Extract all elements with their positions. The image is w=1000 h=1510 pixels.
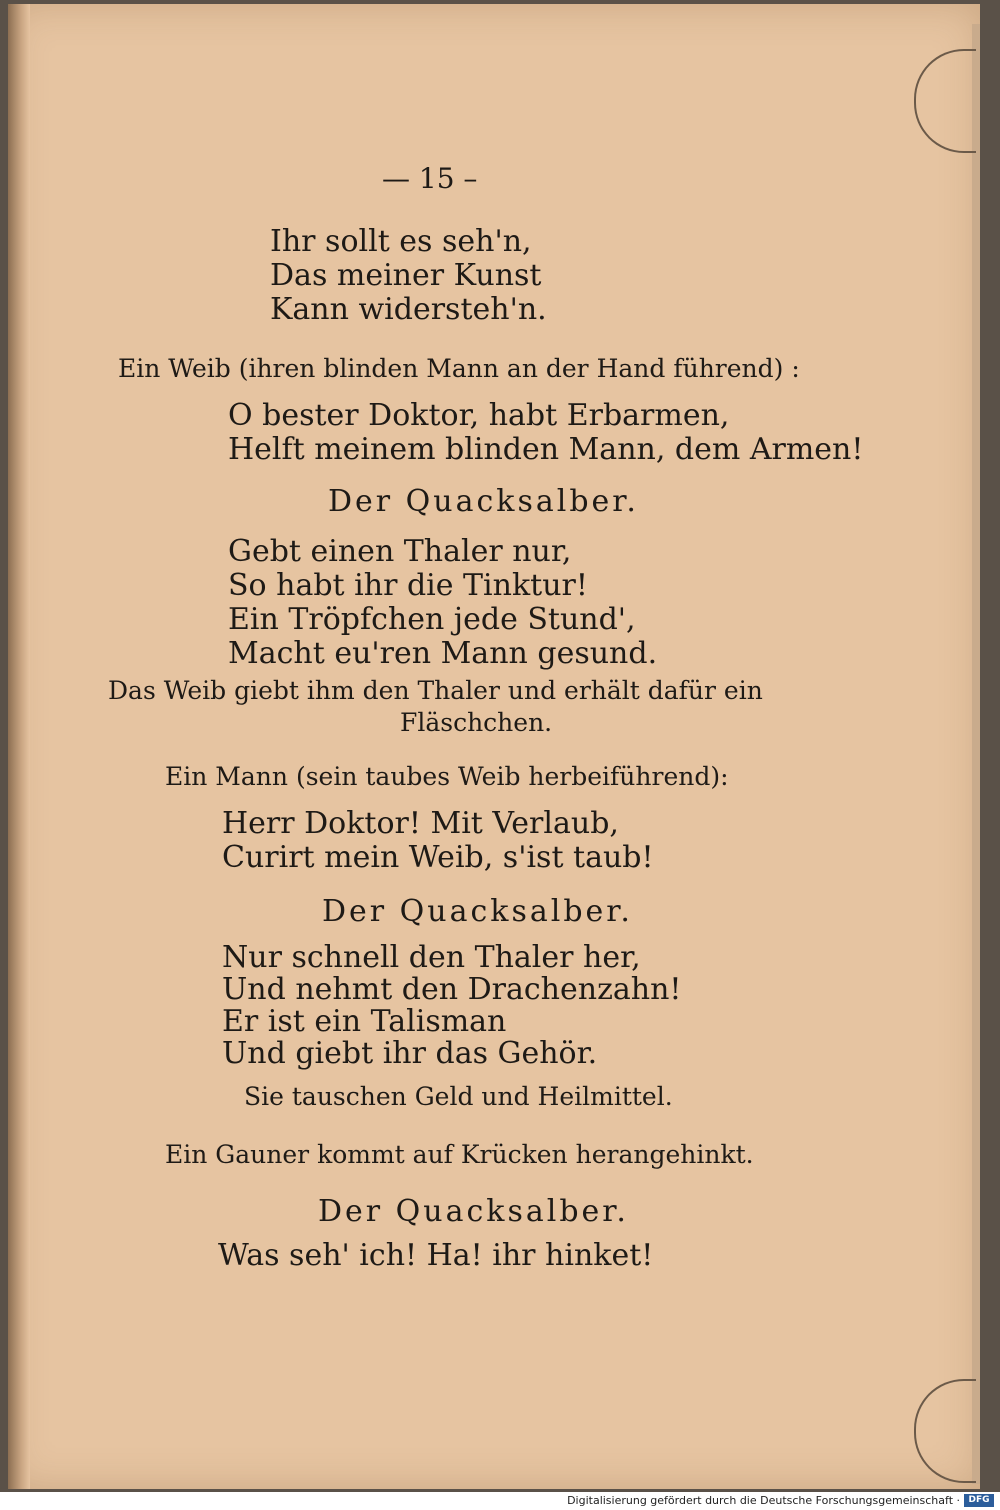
verse-line: O bester Doktor, habt Erbarmen, xyxy=(228,398,730,433)
verse-line: Nur schnell den Thaler her, xyxy=(222,940,641,975)
stage-direction: Ein Gauner kommt auf Krücken herangehinkt. xyxy=(165,1140,754,1169)
page-edge xyxy=(972,24,980,1484)
speaker-heading: Der Quacksalber. xyxy=(328,484,639,519)
stage-direction: Fläschchen. xyxy=(400,708,553,737)
page-clip-bottom xyxy=(914,1379,976,1483)
verse-line: Er ist ein Talisman xyxy=(222,1004,507,1039)
verse-line: So habt ihr die Tinktur! xyxy=(228,568,588,603)
verse-line: Und nehmt den Drachenzahn! xyxy=(222,972,682,1007)
footer-credit: Digitalisierung gefördert durch die Deutsche Forschungsgemeinschaft · xyxy=(567,1494,960,1507)
verse-line: Was seh' ich! Ha! ihr hinket! xyxy=(218,1238,654,1273)
speaker-heading: Der Quacksalber. xyxy=(322,894,633,929)
page-number: — 15 – xyxy=(382,162,478,195)
book-spine xyxy=(8,4,30,1489)
verse-line: Und giebt ihr das Gehör. xyxy=(222,1036,598,1071)
dfg-logo-icon: DFG xyxy=(964,1494,994,1507)
verse-line: Macht eu'ren Mann gesund. xyxy=(228,636,658,671)
verse-line: Kann widersteh'n. xyxy=(270,292,547,327)
verse-line: Curirt mein Weib, s'ist taub! xyxy=(222,840,654,875)
verse-line: Ein Tröpfchen jede Stund', xyxy=(228,602,636,637)
speaker-heading: Der Quacksalber. xyxy=(318,1194,629,1229)
page-clip-top xyxy=(914,49,976,153)
verse-line: Herr Doktor! Mit Verlaub, xyxy=(222,806,619,841)
verse-line: Gebt einen Thaler nur, xyxy=(228,534,572,569)
speaker-direction: Ein Weib (ihren blinden Mann an der Hand führend) : xyxy=(118,354,800,383)
stage-direction: Sie tauschen Geld und Heilmittel. xyxy=(244,1082,673,1111)
verse-line: Ihr sollt es seh'n, xyxy=(270,224,532,259)
speaker-direction: Ein Mann (sein taubes Weib herbeiführend): xyxy=(165,762,729,791)
verse-line: Helft meinem blinden Mann, dem Armen! xyxy=(228,432,864,467)
verse-line: Das meiner Kunst xyxy=(270,258,542,293)
stage-direction: Das Weib giebt ihm den Thaler und erhält dafür ein xyxy=(108,676,763,705)
